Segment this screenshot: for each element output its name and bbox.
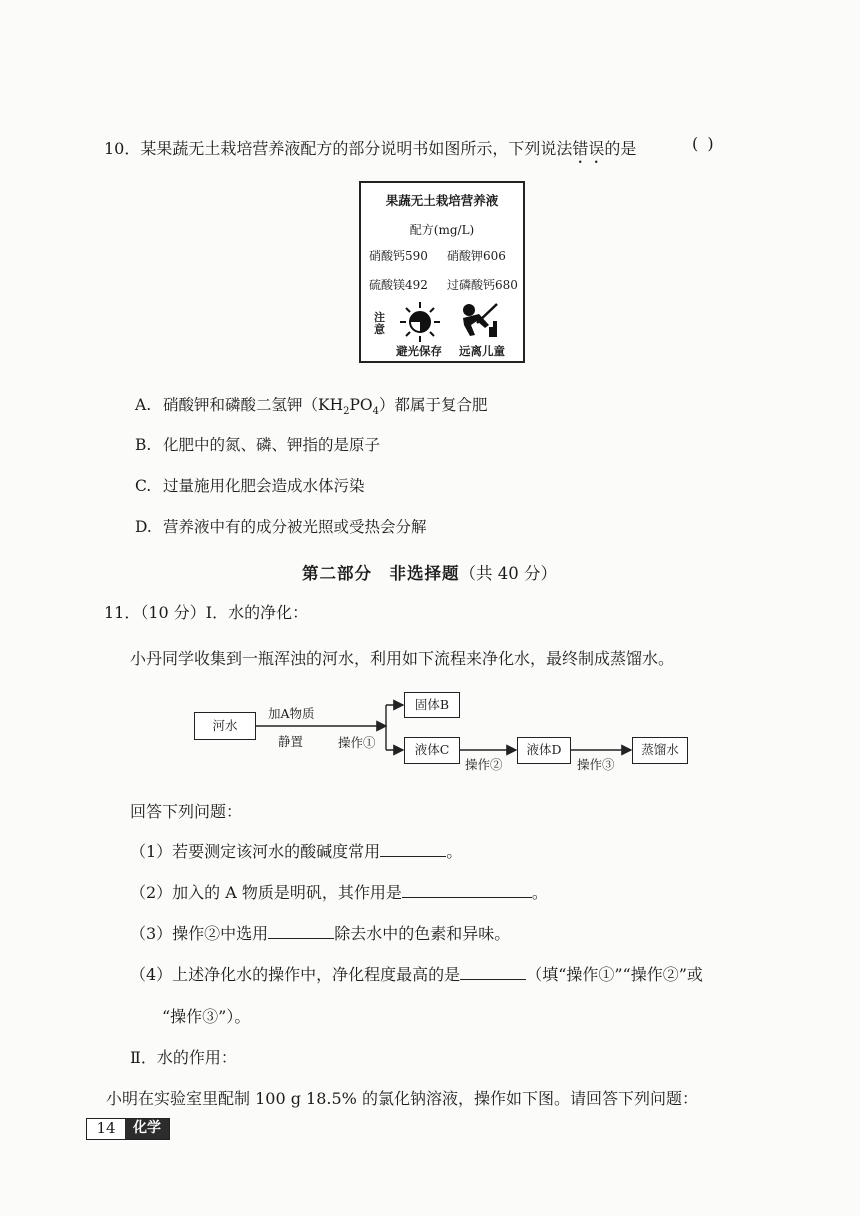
label-warning: 注意 — [374, 311, 385, 336]
flow-settle-label: 静置 — [278, 734, 304, 749]
part-2-intro: 小明在实验室里配制 100 g 18.5% 的氯化钠溶液，操作如下图。请回答下列问题： — [106, 1089, 698, 1108]
sub-question-2: （2）加入的 A 物质是明矾，其作用是 。 — [130, 883, 548, 902]
label-item: 硫酸镁492 — [369, 278, 428, 292]
label-caption-right: 远离儿童 — [459, 344, 505, 358]
answer-prompt: 回答下列问题： — [130, 802, 243, 821]
answer-blank[interactable] — [380, 841, 446, 857]
page-number-tag — [86, 1118, 170, 1140]
label-item: 过磷酸钙680 — [447, 278, 518, 292]
label-formula: 配方(mg/L) — [409, 223, 475, 237]
sub-question-1: （1）若要测定该河水的酸碱度常用 。 — [130, 842, 463, 861]
flow-liquid-d: 液体D — [517, 737, 571, 764]
answer-parenthesis: ( ) — [692, 134, 716, 153]
part-2-heading: Ⅱ．水的作用： — [130, 1048, 237, 1067]
option-b: B. 化肥中的氮、磷、钾指的是原子 — [135, 436, 381, 454]
flow-river-water: 河水 — [194, 712, 256, 740]
question-11-intro: 小丹同学收集到一瓶浑浊的河水，利用如下流程来净化水，最终制成蒸馏水。 — [130, 649, 675, 668]
sub-question-4: （4）上述净化水的操作中，净化程度最高的是 （填“操作①”“操作②”或 — [130, 965, 703, 984]
emphasis-text: 错误 — [572, 139, 605, 158]
flow-add-label: 加A物质 — [268, 706, 315, 721]
flow-solid-b: 固体B — [404, 692, 460, 718]
option-a: A. 硝酸钾和磷酸二氢钾$(KH_2PO_4)$都属于复合肥 — [135, 396, 488, 418]
label-title: 果蔬无土栽培营养液 — [385, 193, 499, 208]
flow-op1-label: 操作① — [338, 735, 376, 750]
option-c: C. 过量施用化肥会造成水体污染 — [135, 477, 365, 495]
flow-op3-label: 操作③ — [577, 757, 615, 772]
page-number: 14 — [87, 1119, 125, 1139]
question-11-heading: 11．（10 分）Ⅰ．水的净化： — [104, 603, 309, 622]
subject-label: 化学 — [125, 1119, 169, 1139]
sub-question-4-cont: “操作③”）。 — [162, 1007, 251, 1026]
flow-liquid-c: 液体C — [404, 737, 460, 764]
question-10-stem: 10．某果蔬无土栽培营养液配方的部分说明书如图所示，下列说法错误的是 — [104, 139, 637, 158]
label-item: 硝酸钾606 — [447, 249, 506, 263]
label-item: 硝酸钙590 — [369, 249, 428, 263]
flow-op2-label: 操作② — [465, 757, 503, 772]
answer-blank[interactable] — [402, 882, 532, 898]
answer-blank[interactable] — [460, 964, 526, 980]
sub-question-3: （3）操作②中选用 除去水中的色素和异味。 — [130, 924, 511, 943]
label-caption-left: 避光保存 — [396, 344, 442, 358]
flow-distilled-water: 蒸馏水 — [632, 737, 688, 764]
answer-blank[interactable] — [268, 923, 334, 939]
option-d: D. 营养液中有的成分被光照或受热会分解 — [135, 518, 427, 536]
section-heading: 第二部分 非选择题（共 40 分） — [302, 564, 557, 583]
